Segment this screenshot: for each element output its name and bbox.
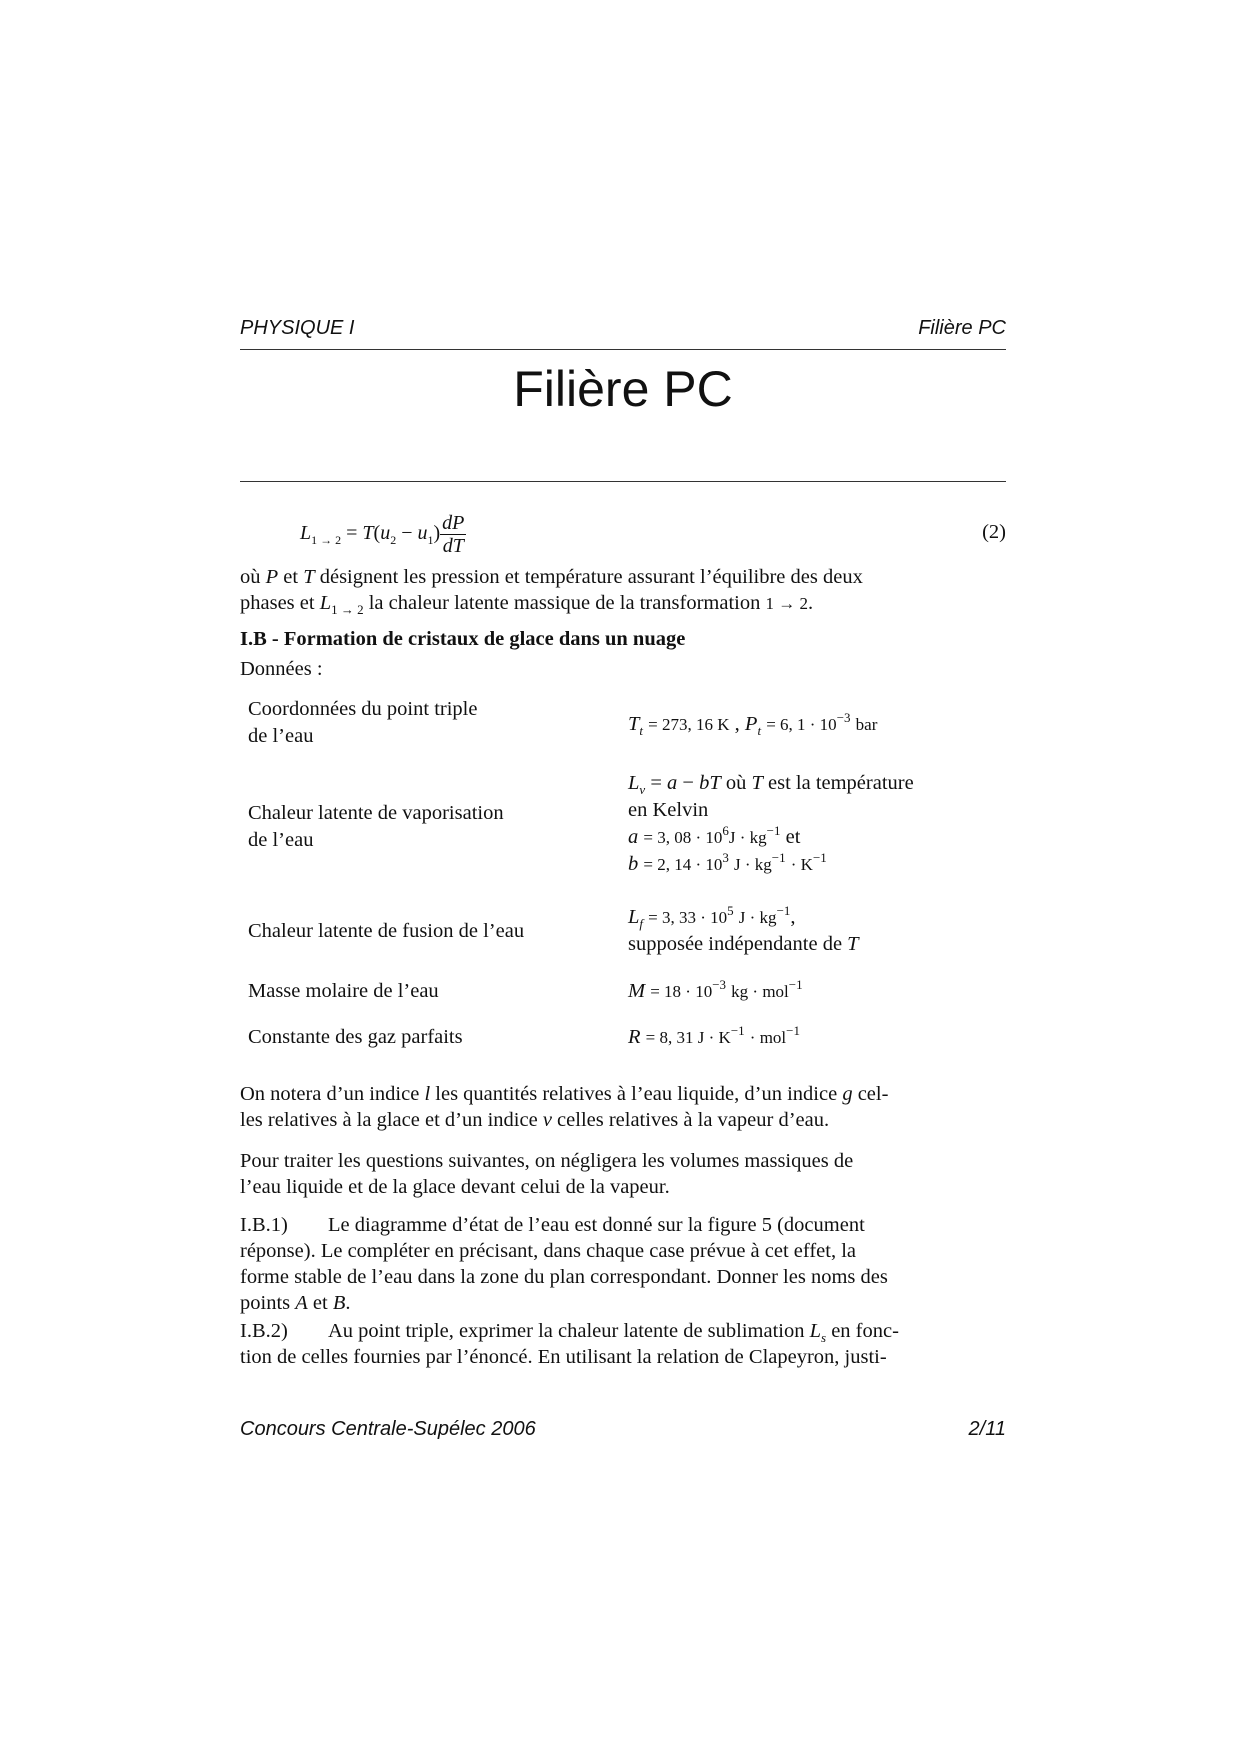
title-rule xyxy=(240,481,1006,482)
question-1-line-3: forme stable de l’eau dans la zone du plan correspondant. Donner les noms des xyxy=(240,1266,888,1288)
molar-mass-label: Masse molaire de l’eau xyxy=(248,980,439,1002)
triple-point-label: Coordonnées du point triple de l’eau xyxy=(248,698,478,747)
donnees-label: Données : xyxy=(240,658,323,680)
paragraph-1-line-2: phases et $L_{1 \to 2}$ la chaleur latente massique de la transformation 1 → 2. xyxy=(240,592,814,618)
question-2-line-2: tion de celles fournies par l’énoncé. En utilisant la relation de Clapeyron, justi- xyxy=(240,1346,887,1368)
fusion-value: $L_f = 3$, $33 \cdot 10^5$ $J \cdot kg^{-1}$, supposée indépendante de T xyxy=(628,903,859,955)
paragraph-2-line-1: On notera d’un indice l les quantités relatives à l’eau liquide, d’un indice g cel- xyxy=(240,1083,889,1105)
paragraph-1-line-1: où P et T désignent les pression et température assurant l’équilibre des deux xyxy=(240,566,863,588)
section-heading: I.B - Formation de cristaux de glace dans un nuage xyxy=(240,628,686,650)
triple-point-value: $T_t = 273$, 16 K , $P_t = 6$, $1 \cdot 10^{-3}$ bar xyxy=(628,710,878,739)
footer-left: Concours Centrale-Supélec 2006 xyxy=(240,1418,536,1440)
header-left: PHYSIQUE I xyxy=(240,317,355,339)
header-rule xyxy=(240,349,1006,350)
header-right: Filière PC xyxy=(918,317,1006,339)
question-1-line-2: réponse). Le compléter en précisant, dans chaque case prévue à cet effet, la xyxy=(240,1240,857,1262)
paragraph-3-line-1: Pour traiter les questions suivantes, on négligera les volumes massiques de xyxy=(240,1150,854,1172)
question-1-line-4: points A et B. xyxy=(240,1292,351,1314)
clapeyron-equation: $L_{1 \to 2} = T(u_2 - u_1)$ $\frac{dP}{dT}$ xyxy=(300,512,465,557)
gas-constant-value: R = 8, 31 $J \cdot K^{-1} \cdot mol^{-1}$ xyxy=(628,1023,800,1048)
question-2-line-1: I.B.2) Au point triple, exprimer la chaleur latente de sublimation $L_s$ en fonc- xyxy=(240,1320,899,1346)
question-1-line-1: I.B.1) Le diagramme d’état de l’eau est donné sur la figure 5 (document xyxy=(240,1214,865,1236)
gas-constant-label: Constante des gaz parfaits xyxy=(248,1026,463,1048)
fusion-label: Chaleur latente de fusion de l’eau xyxy=(248,920,525,942)
vaporisation-label: Chaleur latente de vaporisation de l’eau xyxy=(248,802,504,851)
footer-right: 2/11 xyxy=(968,1418,1006,1440)
vaporisation-value: $L_v = a$ − bT où T est la température en Kelvin a = 3, $08 \cdot 10^6J \cdot kg^{-1}$ et b = 2, $14 \cdot 10^3$ $J \cdot kg^{-1} \cdot K^{-1}$ xyxy=(628,772,914,875)
molar-mass-value: $M = 18 \cdot 10^{-3}$ kg · mol$^{-1}$ xyxy=(628,977,803,1002)
page-title: Filière PC xyxy=(513,361,733,417)
paragraph-3-line-2: l’eau liquide et de la glace devant celui de la vapeur. xyxy=(240,1176,670,1198)
paragraph-2-line-2: les relatives à la glace et d’un indice v celles relatives à la vapeur d’eau. xyxy=(240,1109,830,1131)
equation-label: (2) xyxy=(982,521,1006,543)
